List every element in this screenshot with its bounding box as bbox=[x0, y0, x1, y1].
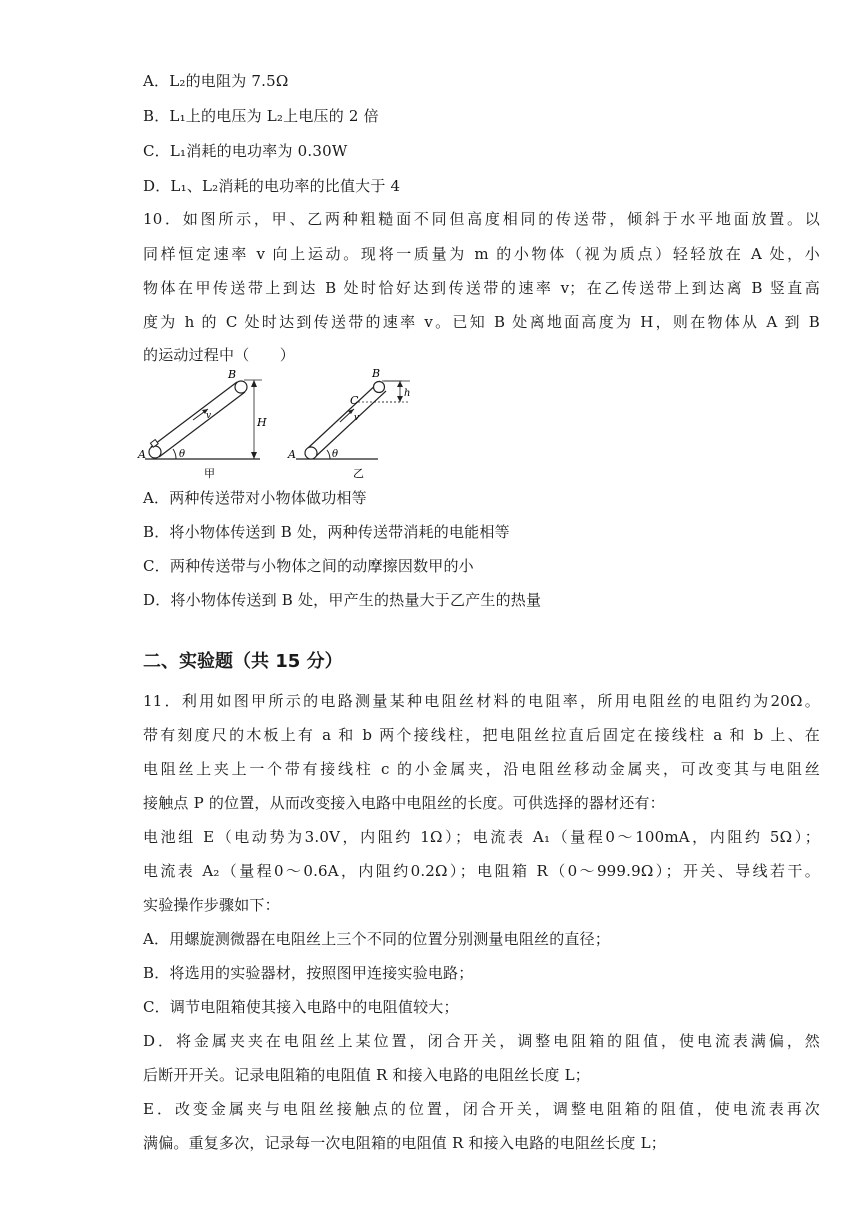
label-v: v bbox=[206, 411, 212, 421]
label-a: A bbox=[138, 448, 146, 461]
h-marker bbox=[380, 368, 420, 428]
q9-option-c: C．L₁消耗的电功率为 0.30W bbox=[143, 142, 348, 160]
q11-line: 带有刻度尺的木板上有 a 和 b 两个接线柱，把电阻丝拉直后固定在接线柱 a 和 b 上、在 bbox=[143, 726, 820, 744]
q11-line: 实验操作步骤如下： bbox=[143, 896, 280, 914]
q10-option-a: A．两种传送带对小物体做功相等 bbox=[143, 489, 367, 507]
q10-option-c: C．两种传送带与小物体之间的动摩擦因数甲的小 bbox=[143, 557, 474, 575]
q10-stem-line: 物体在甲传送带上到达 B 处时恰好达到传送带的速率 v；在乙传送带上到达离 B 竖直高 bbox=[143, 279, 820, 297]
q11-step-b: B．将选用的实验器材，按照图甲连接实验电路； bbox=[143, 964, 474, 982]
section-title: 二、实验题（共 15 分） bbox=[143, 651, 343, 672]
q10-option-d: D．将小物体传送到 B 处，甲产生的热量大于乙产生的热量 bbox=[143, 591, 542, 609]
label-theta: θ bbox=[332, 449, 339, 460]
q11-step-d: D．将金属夹夹在电阻丝上某位置，闭合开关，调整电阻箱的阻值，使电流表满偏，然 bbox=[143, 1032, 820, 1050]
conveyor-figure bbox=[140, 368, 380, 480]
caption-yi: 乙 bbox=[353, 467, 364, 480]
q10-stem-line: 同样恒定速率 v 向上运动。现将一质量为 m 的小物体（视为质点）轻轻放在 A 处，小 bbox=[143, 245, 820, 263]
q11-line: 电池组 E（电动势为3.0V，内阻约 1Ω）；电流表 A₁（量程0～100mA，内阻约 5Ω）； bbox=[143, 828, 820, 846]
q11-step-d-cont: 后断开开关。记录电阻箱的电阻值 R 和接入电路的电阻丝长度 L； bbox=[143, 1066, 590, 1084]
conveyor-left bbox=[137, 368, 267, 480]
q11-line: 电流表 A₂（量程0～0.6A，内阻约0.2Ω）；电阻箱 R（0～999.9Ω）；开关、导线若干。 bbox=[143, 862, 820, 880]
q11-step-a: A．用螺旋测微器在电阻丝上三个不同的位置分别测量电阻丝的直径； bbox=[143, 930, 611, 948]
q9-option-b: B．L₁上的电压为 L₂上电压的 2 倍 bbox=[143, 107, 379, 125]
q10-stem-line: 的运动过程中（ ） bbox=[143, 346, 296, 364]
label-h: h bbox=[404, 388, 411, 399]
q11-line: 接触点 P 的位置，从而改变接入电路中电阻丝的长度。可供选择的器材还有： bbox=[143, 794, 665, 812]
label-v: v bbox=[354, 413, 360, 423]
q10-stem-line: 度为 h 的 C 处时达到传送带的速率 v。已知 B 处离地面高度为 H，则在物体从 A 到 B bbox=[143, 313, 820, 331]
q10-stem-line: 10．如图所示，甲、乙两种粗糙面不同但高度相同的传送带，倾斜于水平地面放置。以 bbox=[143, 210, 820, 228]
q11-step-e: E．改变金属夹与电阻丝接触点的位置，闭合开关，调整电阻箱的阻值，使电流表再次 bbox=[143, 1100, 820, 1118]
q9-option-a: A．L₂的电阻为 7.5Ω bbox=[143, 72, 289, 90]
q9-option-d: D．L₁、L₂消耗的电功率的比值大于 4 bbox=[143, 177, 401, 195]
label-b: B bbox=[228, 368, 237, 381]
label-b: B bbox=[372, 367, 381, 380]
label-a: A bbox=[288, 448, 296, 461]
caption-jia: 甲 bbox=[204, 467, 215, 480]
label-c: C bbox=[350, 394, 359, 407]
q11-step-e-cont: 满偏。重复多次，记录每一次电阻箱的电阻值 R 和接入电路的电阻丝长度 L； bbox=[143, 1134, 666, 1152]
label-theta: θ bbox=[179, 449, 186, 460]
q10-option-b: B．将小物体传送到 B 处，两种传送带消耗的电能相等 bbox=[143, 523, 510, 541]
q11-line: 电阻丝上夹上一个带有接线柱 c 的小金属夹，沿电阻丝移动金属夹，可改变其与电阻丝 bbox=[143, 760, 820, 778]
q11-line: 11．利用如图甲所示的电路测量某种电阻丝材料的电阻率，所用电阻丝的电阻约为20Ω。 bbox=[143, 692, 820, 710]
q11-step-c: C．调节电阻箱使其接入电路中的电阻值较大； bbox=[143, 998, 459, 1016]
label-h-height: H bbox=[257, 416, 267, 429]
